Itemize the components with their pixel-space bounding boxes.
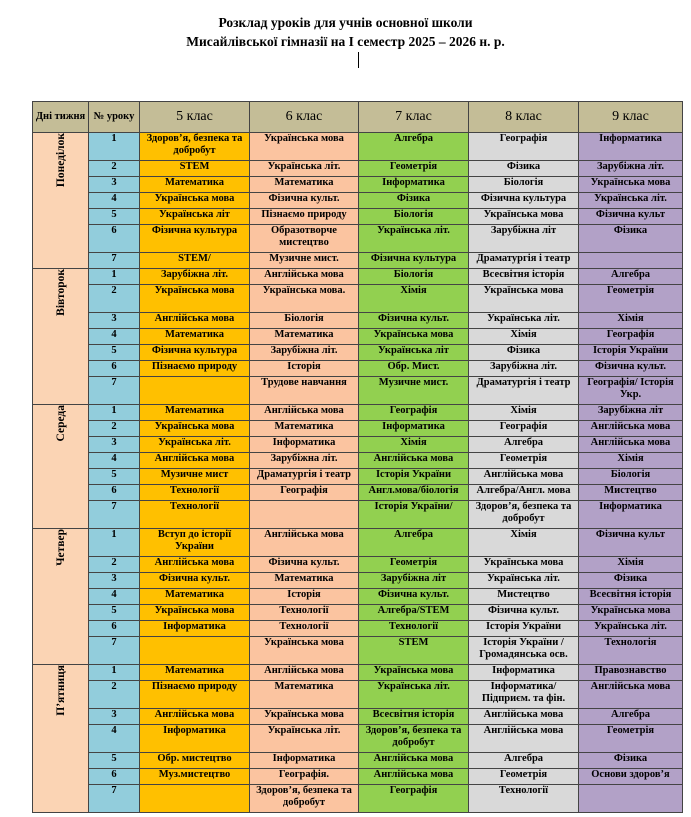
lesson-cell-class-5: Фізична культура bbox=[140, 225, 250, 253]
schedule-body bbox=[33, 133, 683, 813]
lesson-number-cell: 6 bbox=[89, 621, 140, 637]
lesson-cell-class-5: Українська літ bbox=[140, 209, 250, 225]
lesson-cell-class-5: Англійська мова bbox=[140, 709, 250, 725]
lesson-cell-class-6: Географія bbox=[250, 485, 359, 501]
lesson-cell-class-6: Драматургія і театр bbox=[250, 469, 359, 485]
page-title-line-2: Мисайлівської гімназії на І семестр 2025 – 2026 н. р. bbox=[186, 34, 505, 49]
header-class-7: 7 клас bbox=[359, 102, 469, 133]
lesson-cell-class-7: Всесвітня історія bbox=[359, 709, 469, 725]
lesson-cell-class-8: Здоров’я, безпека та добробут bbox=[469, 501, 579, 529]
lesson-cell-class-9: Геометрія bbox=[579, 285, 683, 313]
lesson-cell-class-5: Математика bbox=[140, 405, 250, 421]
lesson-cell-class-7: Англ.мова/біологія bbox=[359, 485, 469, 501]
lesson-number-cell: 2 bbox=[89, 557, 140, 573]
lesson-cell-class-9 bbox=[579, 785, 683, 813]
lesson-cell-class-5: Математика bbox=[140, 177, 250, 193]
lesson-cell-class-7: Біологія bbox=[359, 209, 469, 225]
table-row bbox=[33, 665, 683, 681]
lesson-cell-class-8: Англійська мова bbox=[469, 469, 579, 485]
lesson-cell-class-8: Драматургія і театр bbox=[469, 253, 579, 269]
lesson-cell-class-5: Муз.мистецтво bbox=[140, 769, 250, 785]
lesson-cell-class-8: Англійська мова bbox=[469, 709, 579, 725]
lesson-cell-class-6: Історія bbox=[250, 589, 359, 605]
lesson-cell-class-7: Музичне мист. bbox=[359, 377, 469, 405]
table-row bbox=[33, 269, 683, 285]
lesson-cell-class-8: Географія bbox=[469, 133, 579, 161]
lesson-cell-class-9: Алгебра bbox=[579, 269, 683, 285]
lesson-number-cell: 5 bbox=[89, 469, 140, 485]
lesson-number-cell: 5 bbox=[89, 345, 140, 361]
lesson-number-cell: 3 bbox=[89, 573, 140, 589]
lesson-cell-class-9: Зарубіжна літ. bbox=[579, 161, 683, 177]
lesson-cell-class-9: Технологія bbox=[579, 637, 683, 665]
lesson-cell-class-7: Інформатика bbox=[359, 421, 469, 437]
lesson-number-cell: 4 bbox=[89, 725, 140, 753]
lesson-cell-class-9: Інформатика bbox=[579, 133, 683, 161]
lesson-cell-class-8: Драматургія і театр bbox=[469, 377, 579, 405]
lesson-number-cell: 4 bbox=[89, 193, 140, 209]
lesson-cell-class-8: Всесвітня історія bbox=[469, 269, 579, 285]
lesson-cell-class-8: Українська мова bbox=[469, 557, 579, 573]
lesson-number-cell: 5 bbox=[89, 605, 140, 621]
lesson-number-cell: 4 bbox=[89, 453, 140, 469]
lesson-cell-class-9: Географія/ Історія Укр. bbox=[579, 377, 683, 405]
header-day: Дні тижня bbox=[33, 102, 89, 133]
lesson-cell-class-9: Основи здоров’я bbox=[579, 769, 683, 785]
lesson-number-cell: 2 bbox=[89, 285, 140, 313]
lesson-cell-class-6: Англійська мова bbox=[250, 529, 359, 557]
lesson-cell-class-9: Українська мова bbox=[579, 177, 683, 193]
lesson-cell-class-5: Технології bbox=[140, 501, 250, 529]
table-row bbox=[33, 161, 683, 177]
page-title-line-1: Розклад уроків для учнів основної школи bbox=[218, 15, 473, 30]
lesson-cell-class-5: Англійська мова bbox=[140, 557, 250, 573]
lesson-number-cell: 7 bbox=[89, 785, 140, 813]
lesson-cell-class-5: STEM bbox=[140, 161, 250, 177]
lesson-cell-class-7: Біологія bbox=[359, 269, 469, 285]
lesson-cell-class-5: Українська мова bbox=[140, 285, 250, 313]
lesson-cell-class-6 bbox=[250, 501, 359, 529]
lesson-cell-class-8: Фізична культура bbox=[469, 193, 579, 209]
lesson-number-cell: 3 bbox=[89, 313, 140, 329]
lesson-cell-class-8: Алгебра bbox=[469, 437, 579, 453]
table-row bbox=[33, 769, 683, 785]
lesson-number-cell: 3 bbox=[89, 709, 140, 725]
lesson-cell-class-5: Технології bbox=[140, 485, 250, 501]
lesson-cell-class-9: Англійська мова bbox=[579, 681, 683, 709]
lesson-cell-class-7: STEM bbox=[359, 637, 469, 665]
lesson-cell-class-5: Інформатика bbox=[140, 621, 250, 637]
lesson-cell-class-5: Вступ до історії України bbox=[140, 529, 250, 557]
lesson-cell-class-8: Географія bbox=[469, 421, 579, 437]
lesson-number-cell: 4 bbox=[89, 589, 140, 605]
lesson-cell-class-7: Зарубіжна літ bbox=[359, 573, 469, 589]
lesson-cell-class-8: Технології bbox=[469, 785, 579, 813]
lesson-cell-class-6: Математика bbox=[250, 177, 359, 193]
lesson-cell-class-6: Українська мова bbox=[250, 637, 359, 665]
table-row bbox=[33, 681, 683, 709]
day-cell bbox=[33, 529, 89, 665]
lesson-number-cell: 3 bbox=[89, 437, 140, 453]
lesson-number-cell: 3 bbox=[89, 177, 140, 193]
lesson-cell-class-6: Образотворче мистецтво bbox=[250, 225, 359, 253]
lesson-cell-class-7: Географія bbox=[359, 405, 469, 421]
lesson-cell-class-7: Українська літ bbox=[359, 345, 469, 361]
table-row bbox=[33, 605, 683, 621]
lesson-cell-class-6: Українська літ. bbox=[250, 161, 359, 177]
lesson-cell-class-7: Англійська мова bbox=[359, 769, 469, 785]
lesson-number-cell: 1 bbox=[89, 665, 140, 681]
lesson-cell-class-7: Українська літ. bbox=[359, 225, 469, 253]
lesson-cell-class-8: Зарубіжна літ bbox=[469, 225, 579, 253]
lesson-cell-class-5: Математика bbox=[140, 665, 250, 681]
lesson-cell-class-8: Зарубіжна літ. bbox=[469, 361, 579, 377]
header-class-9: 9 клас bbox=[579, 102, 683, 133]
lesson-cell-class-6: Трудове навчання bbox=[250, 377, 359, 405]
lesson-cell-class-8: Інформатика bbox=[469, 665, 579, 681]
lesson-cell-class-6: Англійська мова bbox=[250, 269, 359, 285]
lesson-cell-class-9: Правознавство bbox=[579, 665, 683, 681]
lesson-number-cell: 7 bbox=[89, 637, 140, 665]
lesson-cell-class-9: Алгебра bbox=[579, 709, 683, 725]
lesson-number-cell: 7 bbox=[89, 253, 140, 269]
table-row bbox=[33, 637, 683, 665]
lesson-cell-class-6: Технології bbox=[250, 605, 359, 621]
lesson-cell-class-9: Хімія bbox=[579, 313, 683, 329]
lesson-cell-class-5: STEM/ bbox=[140, 253, 250, 269]
lesson-cell-class-8: Українська літ. bbox=[469, 573, 579, 589]
lesson-cell-class-6: Українська літ. bbox=[250, 725, 359, 753]
lesson-cell-class-5: Здоров’я, безпека та добробут bbox=[140, 133, 250, 161]
lesson-cell-class-8: Інформатика/ Підприєм. та фін. bbox=[469, 681, 579, 709]
lesson-cell-class-8: Хімія bbox=[469, 405, 579, 421]
table-row bbox=[33, 725, 683, 753]
lesson-cell-class-6: Географія. bbox=[250, 769, 359, 785]
lesson-cell-class-6: Музичне мист. bbox=[250, 253, 359, 269]
lesson-cell-class-7: Алгебра bbox=[359, 529, 469, 557]
lesson-number-cell: 6 bbox=[89, 769, 140, 785]
table-row bbox=[33, 753, 683, 769]
table-row bbox=[33, 313, 683, 329]
header-class-5: 5 клас bbox=[140, 102, 250, 133]
lesson-number-cell: 6 bbox=[89, 361, 140, 377]
header-class-6: 6 клас bbox=[250, 102, 359, 133]
lesson-number-cell: 2 bbox=[89, 681, 140, 709]
lesson-cell-class-6: Пізнаємо природу bbox=[250, 209, 359, 225]
lesson-cell-class-9: Географія bbox=[579, 329, 683, 345]
table-row bbox=[33, 437, 683, 453]
lesson-cell-class-6: Здоров’я, безпека та добробут bbox=[250, 785, 359, 813]
lesson-cell-class-8: Мистецтво bbox=[469, 589, 579, 605]
table-row bbox=[33, 469, 683, 485]
lesson-cell-class-6: Англійська мова bbox=[250, 405, 359, 421]
lesson-cell-class-6: Фізична культ. bbox=[250, 557, 359, 573]
lesson-number-cell: 6 bbox=[89, 485, 140, 501]
day-label: Понеділок bbox=[54, 133, 67, 188]
lesson-cell-class-9: Мистецтво bbox=[579, 485, 683, 501]
lesson-number-cell: 1 bbox=[89, 405, 140, 421]
day-label: П’ятниця bbox=[54, 665, 67, 716]
lesson-cell-class-5 bbox=[140, 377, 250, 405]
lesson-cell-class-7: Обр. Мист. bbox=[359, 361, 469, 377]
lesson-cell-class-5: Пізнаємо природу bbox=[140, 681, 250, 709]
lesson-cell-class-9: Всесвітня історія bbox=[579, 589, 683, 605]
lesson-cell-class-9: Фізична культ. bbox=[579, 361, 683, 377]
table-row bbox=[33, 529, 683, 557]
lesson-cell-class-6: Фізична культ. bbox=[250, 193, 359, 209]
day-label: Четвер bbox=[54, 529, 67, 566]
lesson-cell-class-7: Українська літ. bbox=[359, 681, 469, 709]
lesson-cell-class-5 bbox=[140, 785, 250, 813]
header-lesson-number: № уроку bbox=[89, 102, 140, 133]
lesson-cell-class-7: Геометрія bbox=[359, 161, 469, 177]
lesson-cell-class-9: Фізика bbox=[579, 753, 683, 769]
table-row bbox=[33, 329, 683, 345]
lesson-cell-class-6: Українська мова bbox=[250, 133, 359, 161]
lesson-cell-class-9: Англійська мова bbox=[579, 421, 683, 437]
lesson-cell-class-5: Зарубіжна літ. bbox=[140, 269, 250, 285]
lesson-cell-class-8: Хімія bbox=[469, 329, 579, 345]
lesson-cell-class-6: Математика bbox=[250, 329, 359, 345]
lesson-cell-class-6: Технології bbox=[250, 621, 359, 637]
lesson-cell-class-9: Українська літ. bbox=[579, 621, 683, 637]
lesson-cell-class-8: Українська літ. bbox=[469, 313, 579, 329]
lesson-cell-class-7: Українська мова bbox=[359, 329, 469, 345]
lesson-cell-class-6: Англійська мова bbox=[250, 665, 359, 681]
lesson-cell-class-9: Фізична культ bbox=[579, 529, 683, 557]
lesson-cell-class-9: Фізична культ bbox=[579, 209, 683, 225]
table-row bbox=[33, 193, 683, 209]
table-header-row bbox=[33, 102, 683, 133]
lesson-cell-class-7: Історія України/ bbox=[359, 501, 469, 529]
lesson-cell-class-6: Математика bbox=[250, 573, 359, 589]
lesson-cell-class-9: Зарубіжна літ bbox=[579, 405, 683, 421]
lesson-cell-class-7: Здоров’я, безпека та добробут bbox=[359, 725, 469, 753]
lesson-cell-class-5: Фізична культ. bbox=[140, 573, 250, 589]
table-row bbox=[33, 573, 683, 589]
table-row bbox=[33, 225, 683, 253]
lesson-cell-class-9: Хімія bbox=[579, 453, 683, 469]
lesson-cell-class-8: Фізика bbox=[469, 345, 579, 361]
lesson-cell-class-5: Музичне мист bbox=[140, 469, 250, 485]
lesson-cell-class-8: Фізика bbox=[469, 161, 579, 177]
lesson-cell-class-8: Фізична культ. bbox=[469, 605, 579, 621]
lesson-cell-class-8: Хімія bbox=[469, 529, 579, 557]
lesson-number-cell: 2 bbox=[89, 161, 140, 177]
lesson-cell-class-5: Українська мова bbox=[140, 421, 250, 437]
lesson-number-cell: 1 bbox=[89, 133, 140, 161]
lesson-number-cell: 1 bbox=[89, 269, 140, 285]
lesson-cell-class-9: Українська мова bbox=[579, 605, 683, 621]
table-row bbox=[33, 621, 683, 637]
header-class-8: 8 клас bbox=[469, 102, 579, 133]
day-cell bbox=[33, 405, 89, 529]
lesson-cell-class-7: Фізична культ. bbox=[359, 589, 469, 605]
lesson-cell-class-8: Англійська мова bbox=[469, 725, 579, 753]
lesson-cell-class-8: Українська мова bbox=[469, 209, 579, 225]
lesson-cell-class-6: Зарубіжна літ. bbox=[250, 453, 359, 469]
lesson-cell-class-7: Геометрія bbox=[359, 557, 469, 573]
lesson-number-cell: 6 bbox=[89, 225, 140, 253]
table-row bbox=[33, 377, 683, 405]
lesson-cell-class-8: Алгебра bbox=[469, 753, 579, 769]
table-row bbox=[33, 785, 683, 813]
table-row bbox=[33, 177, 683, 193]
lesson-cell-class-9: Хімія bbox=[579, 557, 683, 573]
table-row bbox=[33, 405, 683, 421]
lesson-cell-class-8: Біологія bbox=[469, 177, 579, 193]
text-cursor bbox=[358, 52, 359, 68]
lesson-cell-class-9: Інформатика bbox=[579, 501, 683, 529]
day-cell bbox=[33, 269, 89, 405]
table-row bbox=[33, 209, 683, 225]
lesson-cell-class-6: Зарубіжна літ. bbox=[250, 345, 359, 361]
lesson-cell-class-7: Хімія bbox=[359, 437, 469, 453]
lesson-cell-class-9: Геометрія bbox=[579, 725, 683, 753]
lesson-cell-class-5: Математика bbox=[140, 589, 250, 605]
lesson-cell-class-5: Українська мова bbox=[140, 605, 250, 621]
lesson-cell-class-9: Історія України bbox=[579, 345, 683, 361]
lesson-cell-class-7: Історія України bbox=[359, 469, 469, 485]
lesson-cell-class-5: Математика bbox=[140, 329, 250, 345]
day-cell bbox=[33, 133, 89, 269]
lesson-cell-class-6: Українська мова bbox=[250, 709, 359, 725]
lesson-cell-class-7: Хімія bbox=[359, 285, 469, 313]
table-row bbox=[33, 709, 683, 725]
lesson-cell-class-6: Українська мова. bbox=[250, 285, 359, 313]
table-row bbox=[33, 285, 683, 313]
lesson-cell-class-5 bbox=[140, 637, 250, 665]
lesson-number-cell: 1 bbox=[89, 529, 140, 557]
lesson-cell-class-5: Інформатика bbox=[140, 725, 250, 753]
lesson-cell-class-7: Фізична культ. bbox=[359, 313, 469, 329]
day-label: Вівторок bbox=[54, 269, 67, 316]
lesson-cell-class-8: Історія України bbox=[469, 621, 579, 637]
lesson-cell-class-5: Англійська мова bbox=[140, 453, 250, 469]
table-row bbox=[33, 361, 683, 377]
day-cell bbox=[33, 665, 89, 813]
lesson-cell-class-7: Українська мова bbox=[359, 665, 469, 681]
lesson-cell-class-6: Математика bbox=[250, 421, 359, 437]
lesson-cell-class-5: Українська мова bbox=[140, 193, 250, 209]
lesson-cell-class-8: Історія України /Громадянська осв. bbox=[469, 637, 579, 665]
lesson-cell-class-8: Українська мова bbox=[469, 285, 579, 313]
table-row bbox=[33, 253, 683, 269]
table-row bbox=[33, 345, 683, 361]
schedule-table bbox=[32, 101, 683, 813]
lesson-cell-class-7: Англійська мова bbox=[359, 453, 469, 469]
table-row bbox=[33, 589, 683, 605]
day-label: Середа bbox=[54, 405, 67, 442]
table-row bbox=[33, 485, 683, 501]
lesson-cell-class-6: Історія bbox=[250, 361, 359, 377]
lesson-number-cell: 7 bbox=[89, 377, 140, 405]
lesson-cell-class-7: Фізична культура bbox=[359, 253, 469, 269]
lesson-cell-class-6: Інформатика bbox=[250, 753, 359, 769]
table-row bbox=[33, 421, 683, 437]
lesson-cell-class-8: Геометрія bbox=[469, 769, 579, 785]
lesson-cell-class-7: Фізика bbox=[359, 193, 469, 209]
lesson-cell-class-6: Біологія bbox=[250, 313, 359, 329]
table-row bbox=[33, 557, 683, 573]
lesson-cell-class-5: Англійська мова bbox=[140, 313, 250, 329]
lesson-number-cell: 5 bbox=[89, 209, 140, 225]
lesson-cell-class-7: Інформатика bbox=[359, 177, 469, 193]
lesson-cell-class-6: Математика bbox=[250, 681, 359, 709]
lesson-cell-class-7: Технології bbox=[359, 621, 469, 637]
lesson-cell-class-9: Біологія bbox=[579, 469, 683, 485]
lesson-cell-class-7: Алгебра/STEM bbox=[359, 605, 469, 621]
lesson-cell-class-9: Фізика bbox=[579, 573, 683, 589]
lesson-cell-class-7: Географія bbox=[359, 785, 469, 813]
lesson-cell-class-9 bbox=[579, 253, 683, 269]
table-row bbox=[33, 453, 683, 469]
lesson-cell-class-5: Фізична культура bbox=[140, 345, 250, 361]
lesson-cell-class-5: Українська літ. bbox=[140, 437, 250, 453]
lesson-number-cell: 2 bbox=[89, 421, 140, 437]
table-row bbox=[33, 501, 683, 529]
table-row bbox=[33, 133, 683, 161]
lesson-cell-class-9: Українська літ. bbox=[579, 193, 683, 209]
lesson-cell-class-9: Фізика bbox=[579, 225, 683, 253]
lesson-cell-class-5: Обр. мистецтво bbox=[140, 753, 250, 769]
lesson-number-cell: 7 bbox=[89, 501, 140, 529]
lesson-cell-class-7: Алгебра bbox=[359, 133, 469, 161]
lesson-cell-class-9: Англійська мова bbox=[579, 437, 683, 453]
lesson-cell-class-6: Інформатика bbox=[250, 437, 359, 453]
lesson-cell-class-8: Алгебра/Англ. мова bbox=[469, 485, 579, 501]
lesson-cell-class-5: Пізнаємо природу bbox=[140, 361, 250, 377]
lesson-number-cell: 5 bbox=[89, 753, 140, 769]
lesson-cell-class-7: Англійська мова bbox=[359, 753, 469, 769]
lesson-cell-class-8: Геометрія bbox=[469, 453, 579, 469]
lesson-number-cell: 4 bbox=[89, 329, 140, 345]
